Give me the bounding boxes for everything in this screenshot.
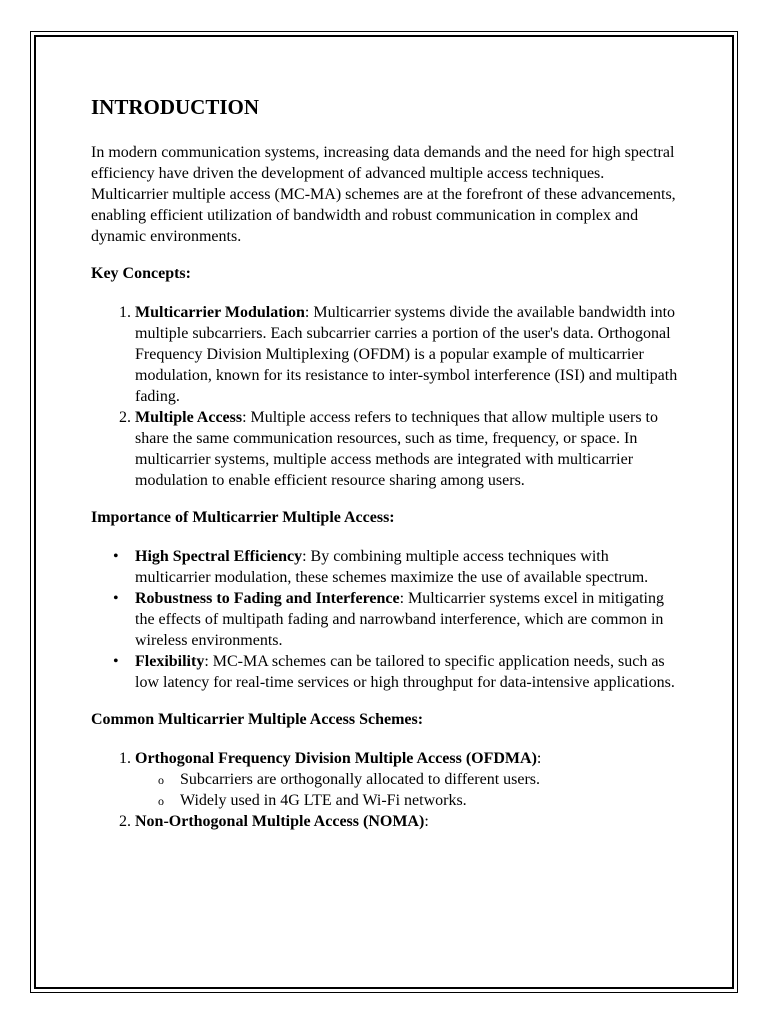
item-text: :: [536, 750, 542, 767]
schemes-heading: Common Multicarrier Multiple Access Schemes:: [91, 711, 424, 728]
item-term: Flexibility: [135, 653, 205, 670]
key-concepts-heading: Key Concepts:: [91, 265, 191, 282]
item-term: Multicarrier Modulation: [135, 304, 305, 321]
item-text: : Multicarrier systems excel in mitigating the effects of multipath fading and narrowband interference, which are common in wireless environments.: [135, 590, 664, 649]
key-concepts-list: [91, 302, 681, 491]
importance-heading: Importance of Multicarrier Multiple Access:: [91, 509, 395, 526]
item-term: High Spectral Efficiency: [135, 548, 303, 565]
page-title: INTRODUCTION: [91, 95, 260, 119]
list-item: [135, 811, 681, 832]
item-text: : MC-MA schemes can be tailored to specific application needs, such as low latency for real-time services or high throughput for data-intensive applications.: [135, 653, 675, 691]
sub-list-item: o Widely used in 4G LTE and Wi-Fi networks.: [180, 790, 681, 811]
item-text: : Multicarrier systems divide the available bandwidth into multiple subcarriers. Each subcarrier carries a portion of the user's data. Orthogonal Frequency Division Multiplexing (OFDM) is a popular example of multicarrier modulation, known for its resistance to inter-symbol interference (ISI) and multipath fading.: [135, 304, 678, 405]
list-item: [135, 407, 681, 491]
item-term: Non-Orthogonal Multiple Access (NOMA): [135, 813, 425, 830]
item-term: Robustness to Fading and Interference: [135, 590, 400, 607]
intro-paragraph: In modern communication systems, increasing data demands and the need for high spectral efficiency have driven the development of advanced multiple access techniques. Multicarrier multiple access (MC-MA) schemes are at the forefront of these advancements, enabling efficient utilization of bandwidth and robust communication in complex and dynamic environments.: [91, 144, 676, 245]
item-text: : Multiple access refers to techniques that allow multiple users to share the same communication resources, such as time, frequency, or space. In multicarrier systems, multiple access methods are integrated with multicarrier modulation to enable efficient resource sharing among users.: [135, 409, 658, 489]
sub-list: [135, 769, 681, 811]
list-item: [135, 651, 681, 693]
item-term: Orthogonal Frequency Division Multiple Access (OFDMA): [135, 750, 537, 767]
importance-list: [91, 546, 681, 693]
list-item: [135, 588, 681, 651]
item-text: :: [424, 813, 429, 830]
item-term: Multiple Access: [135, 409, 243, 426]
list-item: [135, 546, 681, 588]
list-item: [135, 302, 681, 407]
schemes-list: [91, 748, 681, 832]
sub-list-item: o Subcarriers are orthogonally allocated to different users.: [180, 769, 681, 790]
item-text: : By combining multiple access techniques with multicarrier modulation, these schemes maximize the use of available spectrum.: [135, 548, 649, 586]
list-item: [135, 748, 681, 811]
document-body: [91, 92, 681, 832]
